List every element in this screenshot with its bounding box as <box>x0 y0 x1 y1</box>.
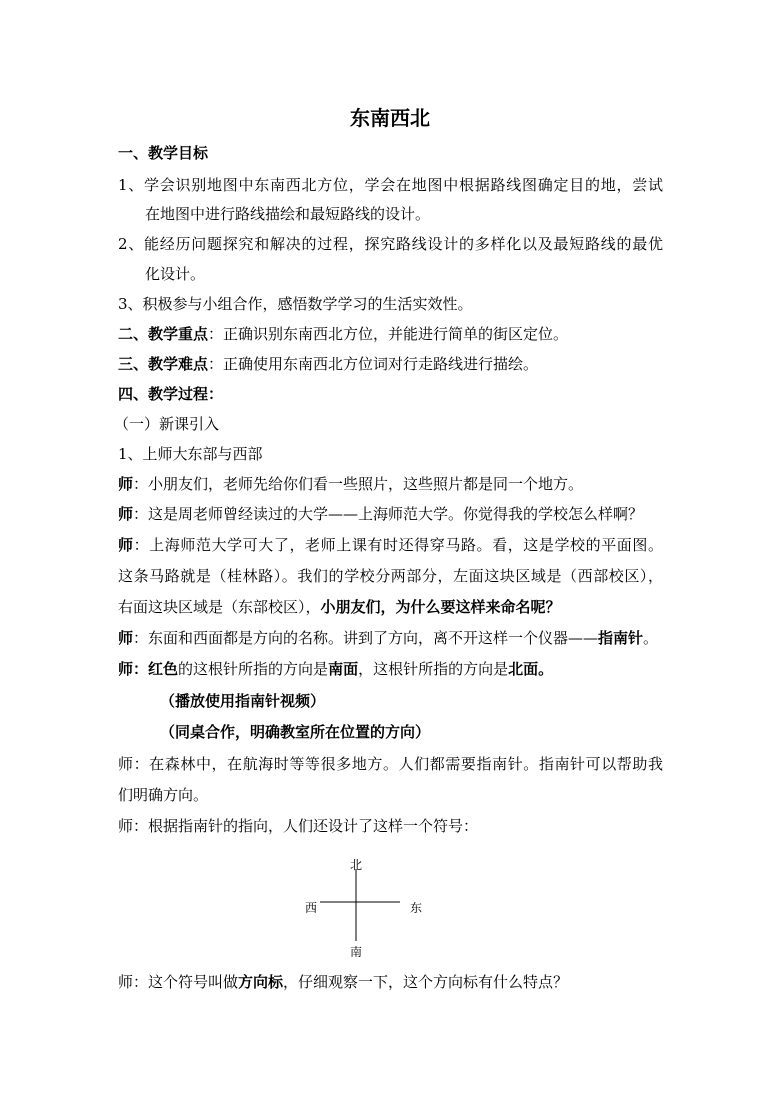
compass-north-label: 北 <box>350 858 363 872</box>
dialogue-text: ，这根针所指的方向是 <box>358 660 509 678</box>
page-title: 东南西北 <box>350 106 430 130</box>
compass-east-label: 东 <box>410 901 423 915</box>
dialogue-3-line-3 <box>118 596 561 618</box>
dialogue-emphasis: 北面。 <box>508 660 554 678</box>
key-points <box>118 323 568 345</box>
dialogue-text: ，仔细观察一下，这个方向标有什么特点？ <box>283 973 569 991</box>
compass-rose-diagram <box>300 855 430 960</box>
dialogue-6-line-2: 们明确方向。 <box>118 786 209 804</box>
compass-west-label: 西 <box>305 901 318 915</box>
activity-note-video: （播放使用指南针视频） <box>160 692 326 710</box>
dialogue-text: 。 <box>643 629 659 647</box>
speaker-teacher: 师 <box>118 536 134 554</box>
subsection-item-1: 1、上师大东部与西部 <box>118 445 263 463</box>
speaker-teacher: 师 <box>118 475 134 493</box>
section-heading-process: 四、教学过程： <box>118 385 224 403</box>
speaker-teacher: 师 <box>118 660 134 678</box>
activity-note-partner: （同桌合作，明确教室所在位置的方向） <box>160 723 431 741</box>
dialogue-1 <box>118 473 583 495</box>
difficulties <box>118 353 538 375</box>
key-points-text: ：正确识别东南西北方位，并能进行简单的街区定位。 <box>208 325 569 343</box>
goal-1-line-1: 1、学会识别地图中东南西北方位，学会在地图中根据路线图确定目的地，尝试 <box>118 176 663 194</box>
dialogue-5 <box>118 658 553 680</box>
dialogue-7: 师：根据指南针的指向，人们还设计了这样一个符号： <box>118 817 479 835</box>
dialogue-3 <box>118 534 663 556</box>
compass-south-label: 南 <box>350 945 363 959</box>
dialogue-emphasis: 小朋友们，为什么要这样来命名呢？ <box>320 598 561 616</box>
speaker-teacher: 师 <box>118 629 134 647</box>
dialogue-emphasis: 方向标 <box>238 973 284 991</box>
dialogue-emphasis: 红色 <box>148 660 179 678</box>
dialogue-text: ：小朋友们，老师先给你们看一些照片，这些照片都是同一个地方。 <box>133 475 584 493</box>
dialogue-text: ：这是周老师曾经读过的大学——上海师范大学。你觉得我的学校怎么样啊？ <box>133 505 644 523</box>
goal-3: 3、积极参与小组合作，感悟数学学习的生活实效性。 <box>118 295 473 313</box>
section-heading-goals: 一、教学目标 <box>118 144 209 162</box>
dialogue-text: ：上海师范大学可大了，老师上课有时还得穿马路。看，这是学校的平面图。 <box>133 536 663 554</box>
difficulties-label: 三、教学难点 <box>118 355 209 373</box>
dialogue-4 <box>118 627 658 649</box>
subsection-intro: （一）新课引入 <box>114 415 220 433</box>
dialogue-3-line-2: 这条马路就是（桂林路）。我们的学校分两部分，左面这块区域是（西部校区）， <box>118 567 663 585</box>
goal-1-line-2: 在地图中进行路线描绘和最短路线的设计。 <box>145 205 431 223</box>
goal-2-line-2: 化设计。 <box>145 265 206 283</box>
dialogue-text: ：东面和西面都是方向的名称。讲到了方向，离不开这样一个仪器—— <box>133 629 599 647</box>
dialogue-emphasis: 指南针 <box>598 629 644 647</box>
dialogue-8 <box>118 971 568 993</box>
key-points-label: 二、教学重点 <box>118 325 209 343</box>
dialogue-text: 师：这个符号叫做 <box>118 973 239 991</box>
goal-2-line-1: 2、能经历问题探究和解决的过程，探究路线设计的多样化以及最短路线的最优 <box>118 235 663 253</box>
dialogue-6-line-1: 师：在森林中，在航海时等等很多地方。人们都需要指南针。指南针可以帮助我 <box>118 755 663 773</box>
difficulties-text: ：正确使用东南西北方位词对行走路线进行描绘。 <box>208 355 539 373</box>
punctuation-colon: ： <box>133 660 149 678</box>
dialogue-emphasis: 南面 <box>328 660 359 678</box>
speaker-teacher: 师 <box>118 505 134 523</box>
dialogue-text: 的这根针所指的方向是 <box>178 660 329 678</box>
dialogue-2 <box>118 503 643 525</box>
dialogue-text: 右面这块区域是（东部校区）， <box>118 598 321 616</box>
